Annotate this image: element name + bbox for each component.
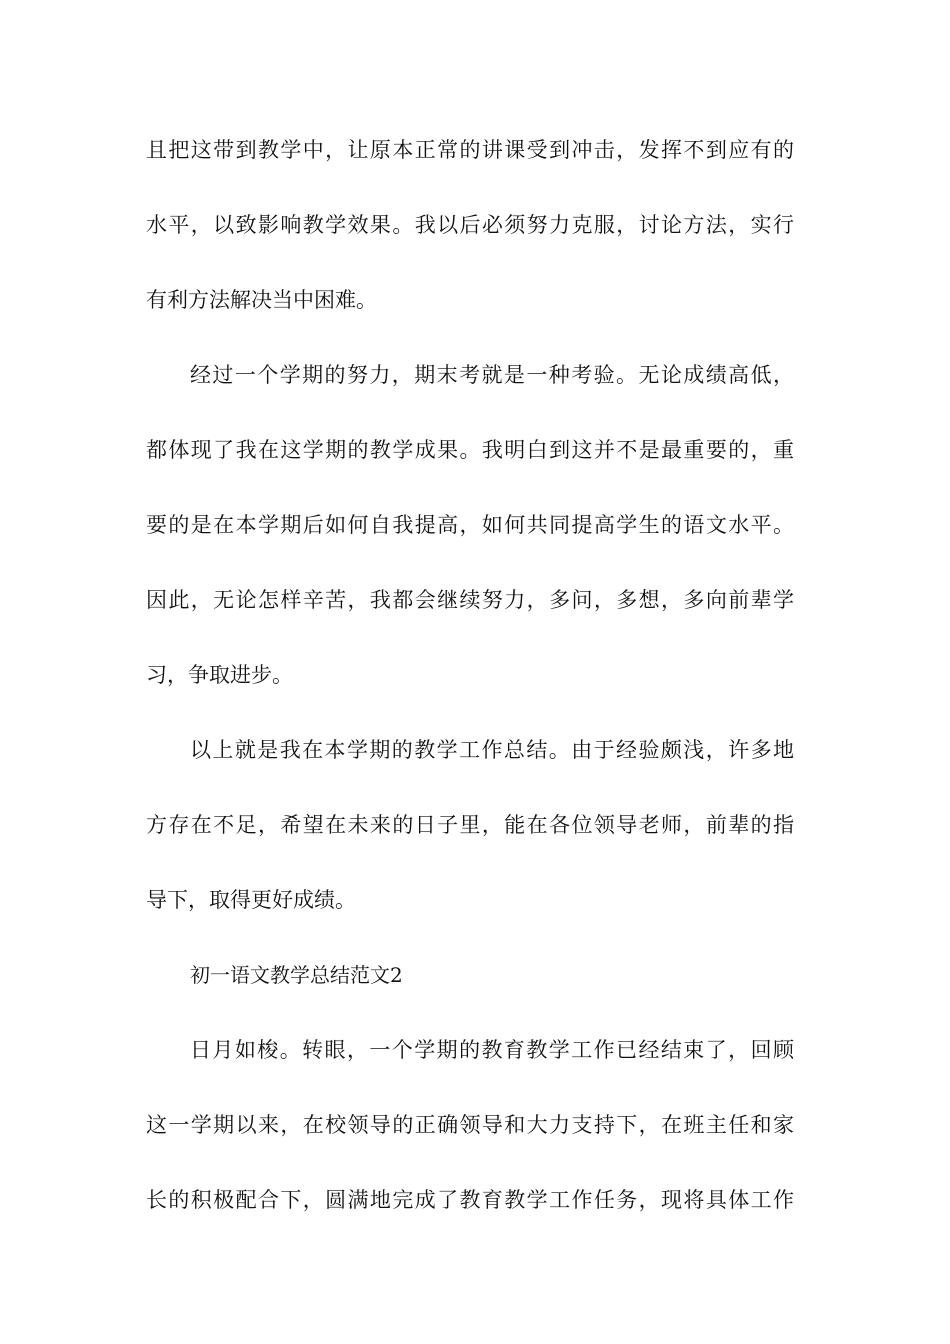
- paragraph-line: 且把这带到教学中，让原本正常的讲课受到冲击，发挥不到应有的: [146, 138, 794, 162]
- paragraph-line: 有利方法解决当中困难。: [146, 288, 377, 312]
- paragraph-line: 习，争取进步。: [146, 663, 293, 687]
- paragraph-line: 这一学期以来，在校领导的正确领导和大力支持下，在班主任和家: [146, 1113, 794, 1137]
- paragraph-line: 日月如梭。转眼，一个学期的教育教学工作已经结束了，回顾: [190, 1038, 794, 1062]
- paragraph-line: 导下，取得更好成绩。: [146, 888, 356, 912]
- paragraph-line: 都体现了我在这学期的教学成果。我明白到这并不是最重要的，重: [146, 438, 794, 462]
- paragraph-line: 以上就是我在本学期的教学工作总结。由于经验颇浅，许多地: [190, 738, 794, 762]
- paragraph-line: 方存在不足，希望在未来的日子里，能在各位领导老师，前辈的指: [146, 813, 794, 837]
- paragraph-line: 因此，无论怎样辛苦，我都会继续努力，多问，多想，多向前辈学: [146, 588, 794, 612]
- section-heading: 初一语文教学总结范文2: [190, 963, 403, 987]
- paragraph-line: 长的积极配合下，圆满地完成了教育教学工作任务，现将具体工作: [146, 1188, 794, 1212]
- paragraph-line: 经过一个学期的努力，期末考就是一种考验。无论成绩高低，: [190, 363, 794, 387]
- paragraph-line: 水平，以致影响教学效果。我以后必须努力克服，讨论方法，实行: [146, 213, 794, 237]
- paragraph-line: 要的是在本学期后如何自我提高，如何共同提高学生的语文水平。: [146, 513, 794, 537]
